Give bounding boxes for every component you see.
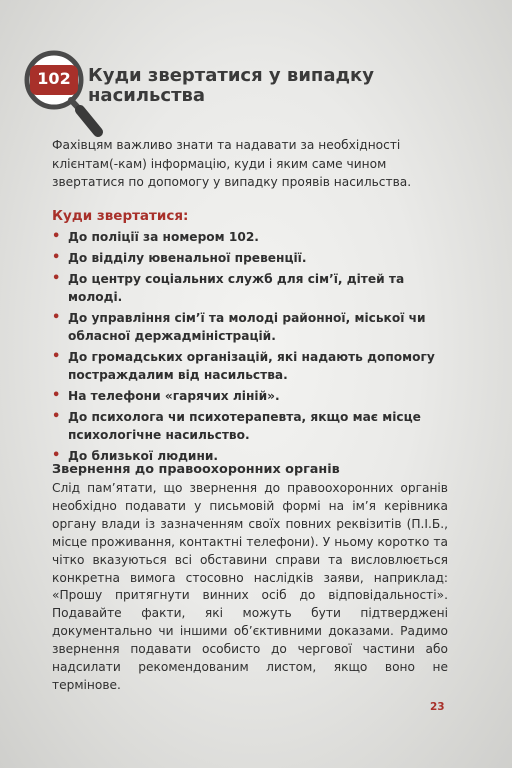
list-item [52,408,452,444]
bullet-icon: • [52,229,61,244]
bullet-icon: • [52,349,61,364]
list-item [52,309,452,345]
list-item-text: До поліції за номером 102. [68,230,259,244]
bullet-icon: • [52,250,61,265]
section-number: 102 [37,69,71,88]
list-item-text: До громадських організацій, які надають допомогу постраждалим від насильства. [68,350,435,382]
bullet-icon: • [52,409,61,424]
list-item [52,387,452,405]
list-item [52,270,452,306]
law-section-title: Звернення до правоохоронних органів [52,462,340,477]
list-item [52,249,452,267]
list-item-text: До близької людини. [68,449,219,463]
list-item-text: До відділу ювенальної превенції. [68,251,307,265]
list-item-text: До управління сім’ї та молоді районної, міської чи обласної держадміністрацій. [68,311,426,343]
list-item [52,228,452,246]
intro-paragraph: Фахівцям важливо знати та надавати за необхідності клієнтам(-кам) інформацію, куди і яким саме чином звертатися по допомогу у випадку проявів насильства. [52,138,412,190]
list-item-text: До центру соціальних служб для сім’ї, дітей та молоді. [68,272,405,304]
law-paragraph: Слід пам’ятати, що звернення до правоохоронних органів необхідно подавати у письмовій формі на ім’я керівника органу влади із зазначенням своїх повних реквізитів (П.І.Б., місце проживання, контактні телефони). У ньому коротко та чітко вказуються всі обставини справи та висловлюється конкретна вимога стосовно наслідків заяви, наприклад: «Прошу притягнути винних осіб до відповідальності». Подавайте факти, які можуть бути підтверджені документально чи іншими об’єктивними доказами. Радимо звернення подавати особисто до чергової частини або надсилати рекомендованим листом, якщо воно не термінове. [52,481,448,692]
bullet-icon: • [52,271,61,286]
page-title: Куди звертатися у випадку насильства [88,65,374,106]
bullet-icon: • [52,310,61,325]
list-item [52,348,452,384]
where-section-title: Куди звертатися: [52,208,189,224]
bullet-icon: • [52,448,61,463]
where-list [52,228,452,468]
page-number: 23 [430,701,445,713]
list-item-text: На телефони «гарячих ліній». [68,389,280,403]
bullet-icon: • [52,388,61,403]
section-header [22,50,492,140]
list-item-text: До психолога чи психотерапевта, якщо має місце психологічне насильство. [68,410,421,442]
